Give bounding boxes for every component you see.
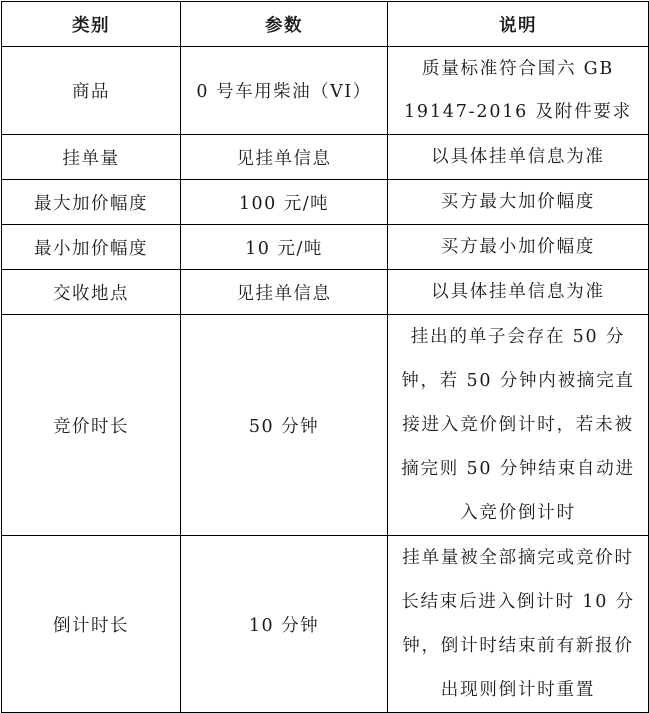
- row-parameter: 50 分钟: [181, 315, 388, 536]
- row-description: 挂出的单子会存在 50 分钟，若 50 分钟内被摘完直接进入竞价倒计时，若未被摘完则 50 分钟结束自动进入竞价倒计时: [388, 315, 649, 536]
- row-category: 最大加价幅度: [2, 180, 181, 225]
- row-parameter: 10 分钟: [181, 536, 388, 713]
- row-parameter: 0 号车用柴油（VI）: [181, 47, 388, 135]
- row-parameter: 见挂单信息: [181, 270, 388, 315]
- table-row-order-volume: [2, 135, 649, 180]
- row-category: 竞价时长: [2, 315, 181, 536]
- row-parameter: 100 元/吨: [181, 180, 388, 225]
- row-description: 质量标准符合国六 GB 19147-2016 及附件要求: [388, 47, 649, 135]
- row-category: 倒计时长: [2, 536, 181, 713]
- row-description: 以具体挂单信息为准: [388, 135, 649, 180]
- row-description: 挂单量被全部摘完或竞价时长结束后进入倒计时 10 分钟，倒计时结束前有新报价出现则倒计时重置: [388, 536, 649, 713]
- table-row-countdown-duration: [2, 536, 649, 713]
- row-category: 交收地点: [2, 270, 181, 315]
- table-row-goods: [2, 47, 649, 135]
- row-parameter: 10 元/吨: [181, 225, 388, 270]
- table-row-bidding-duration: [2, 315, 649, 536]
- row-category: 商品: [2, 47, 181, 135]
- row-parameter: 见挂单信息: [181, 135, 388, 180]
- row-description: 以具体挂单信息为准: [388, 270, 649, 315]
- header-parameter: 参数: [181, 2, 388, 47]
- table-header-row: [2, 2, 649, 47]
- table-row-delivery-location: [2, 270, 649, 315]
- row-category: 最小加价幅度: [2, 225, 181, 270]
- header-category: 类别: [2, 2, 181, 47]
- table-row-max-increment: [2, 180, 649, 225]
- trading-rules-table: [1, 1, 649, 713]
- row-category: 挂单量: [2, 135, 181, 180]
- row-description: 买方最小加价幅度: [388, 225, 649, 270]
- table-row-min-increment: [2, 225, 649, 270]
- header-description: 说明: [388, 2, 649, 47]
- row-description: 买方最大加价幅度: [388, 180, 649, 225]
